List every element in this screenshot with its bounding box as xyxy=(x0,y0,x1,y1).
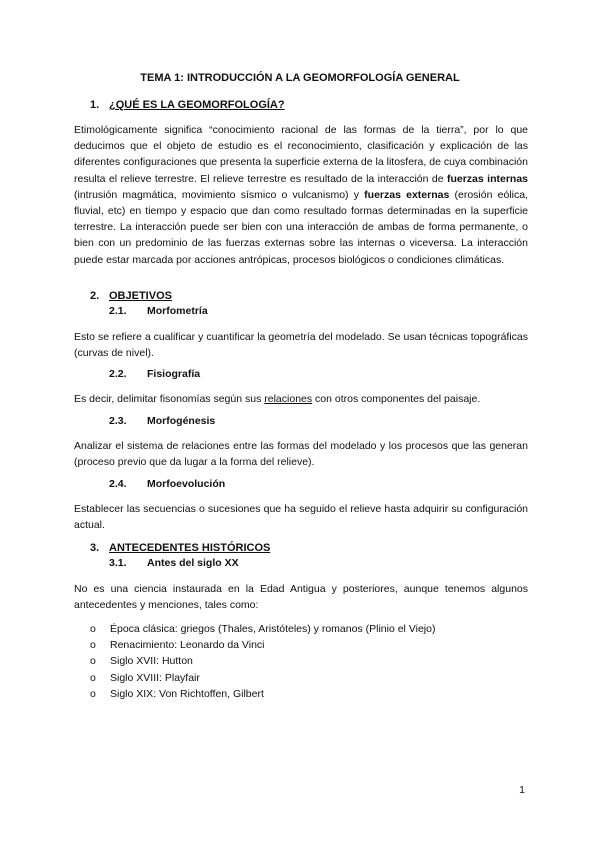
page-title: TEMA 1: INTRODUCCIÓN A LA GEOMORFOLOGÍA GENERAL xyxy=(140,72,460,84)
section-number: 3. xyxy=(90,542,100,554)
subsection-2-3-text: Analizar el sistema de relaciones entre las formas del modelado y los procesos que las generan (proceso previo que da lugar a la forma del relieve). xyxy=(74,440,528,469)
subsection-number: 3.1. xyxy=(109,557,127,569)
section-number: 2. xyxy=(90,290,100,302)
subsection-number: 2.1. xyxy=(109,305,127,317)
paragraph-text: Etimológicamente significa “conocimiento racional de las formas de la tierra”, por lo que deducimos que el objeto de estudio es el reconocimiento, clasificación y explicación de las diferentes configuraciones que presenta la superficie externa de la litosfera, de cuya combinación resulta el relieve terrestre. El relieve terrestre es resultado de la interacción de xyxy=(74,124,528,185)
list-item xyxy=(90,621,435,637)
list-item xyxy=(90,653,435,669)
list-item-text: Siglo XIX: Von Richtoffen, Gilbert xyxy=(110,687,264,700)
underlined-term: relaciones xyxy=(264,393,313,405)
subsection-title: Fisiografía xyxy=(147,368,201,380)
subsection-number: 2.2. xyxy=(109,368,127,380)
bullet-icon: o xyxy=(90,687,96,700)
bold-term: fuerzas internas xyxy=(446,172,528,185)
subsection-2-2-heading xyxy=(109,368,200,380)
bullet-icon: o xyxy=(90,671,96,684)
paragraph-text: (erosión eólica, fluvial, etc) en tiempo y espacio que dan como resultado formas determinadas en la superficie terrestre. La interacción puede ser bien con una interacción de ambas de forma permanente, o bien con un predominio de las fuerzas externas sobre las internas o viceversa. La interacción puede estar marcada por acciones antrópicas, procesos biológicos o condiciones climáticas. xyxy=(74,188,528,266)
subsection-2-4-text: Establecer las secuencias o sucesiones que ha seguido el relieve hasta adquirir su configuración actual. xyxy=(74,503,528,532)
paragraph-text: con otros componentes del paisaje. xyxy=(312,393,481,405)
paragraph-text: (intrusión magmática, movimiento sísmico o vulcanismo) y xyxy=(74,188,365,201)
list-item-text: Época clásica: griegos (Thales, Aristóteles) y romanos (Plinio el Viejo) xyxy=(110,623,436,635)
section-3-heading xyxy=(90,542,270,554)
paragraph-text: Es decir, delimitar fisonomías según sus xyxy=(74,393,265,405)
subsection-3-1-text: No es una ciencia instaurada en la Edad Antigua y posteriores, aunque tenemos algunos antecedentes y menciones, tales como: xyxy=(74,583,528,612)
subsection-2-1-heading xyxy=(109,305,208,317)
bullet-icon: o xyxy=(90,639,96,652)
list-item xyxy=(90,670,435,686)
subsection-2-2-text xyxy=(74,391,528,407)
subsection-title: Morfometría xyxy=(147,305,208,317)
subsection-number: 2.3. xyxy=(109,415,127,427)
section-title: OBJETIVOS xyxy=(109,290,172,302)
subsection-number: 2.4. xyxy=(109,478,127,490)
list-item xyxy=(90,637,435,653)
subsection-title: Morfoevolución xyxy=(147,478,226,490)
subsection-2-1-text: Esto se refiere a cualificar y cuantificar la geometría del modelado. Se usan técnicas topográficas (curvas de nivel). xyxy=(74,331,528,360)
bullet-icon: o xyxy=(90,623,96,635)
subsection-title: Morfogénesis xyxy=(147,415,216,427)
page-number: 1 xyxy=(519,784,525,796)
section-title: ¿QUÉ ES LA GEOMORFOLOGÍA? xyxy=(109,99,285,111)
subsection-2-3-heading xyxy=(109,415,215,427)
subsection-title: Antes del siglo XX xyxy=(147,557,239,569)
bullet-icon: o xyxy=(90,655,96,668)
subsection-2-4-heading xyxy=(109,478,225,490)
section-2-heading xyxy=(90,290,172,302)
list-item xyxy=(90,686,435,702)
subsection-3-1-heading xyxy=(109,557,239,569)
section-1-heading xyxy=(90,99,285,111)
section-1-paragraph xyxy=(74,122,528,268)
section-title: ANTECEDENTES HISTÓRICOS xyxy=(109,542,271,554)
list-item-text: Renacimiento: Leonardo da Vinci xyxy=(110,639,265,652)
bold-term: fuerzas externas xyxy=(364,188,450,201)
section-number: 1. xyxy=(90,99,100,111)
antecedents-list xyxy=(90,621,435,702)
list-item-text: Siglo XVIII: Playfair xyxy=(110,671,200,684)
list-item-text: Siglo XVII: Hutton xyxy=(110,655,193,668)
